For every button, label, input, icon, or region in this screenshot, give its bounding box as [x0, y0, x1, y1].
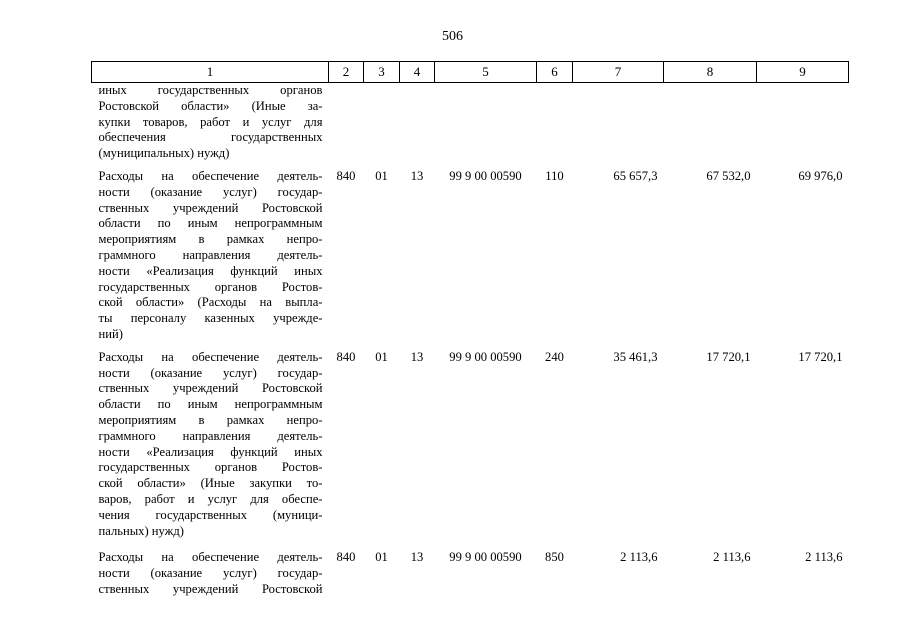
- desc-line: (муниципальных) нужд): [98, 146, 230, 161]
- cell-section: 01: [375, 550, 388, 565]
- desc-line: пальных) нужд): [98, 523, 184, 538]
- cell-target-article: 99 9 00 00590: [449, 550, 522, 565]
- desc-line: ности (оказание услуг) государ-: [98, 365, 323, 380]
- desc-line: купки товаров, работ и услуг для: [98, 114, 323, 129]
- cell-subsection: 13: [410, 349, 424, 364]
- header-row: [92, 62, 849, 83]
- cell-amount-year2: 2 113,6: [713, 550, 751, 565]
- table-row: [92, 539, 849, 597]
- header-col-3: 3: [364, 62, 400, 83]
- cell-subsection: 13: [410, 550, 424, 565]
- desc-line: ности (оказание услуг) государ-: [98, 566, 323, 581]
- desc-line: ности «Реализация функций иных: [98, 444, 323, 459]
- cell-amount-year3: 2 113,6: [805, 550, 843, 565]
- desc-line: ской области» (Расходы на выпла-: [98, 295, 323, 310]
- budget-table: [91, 61, 849, 598]
- desc-line: мероприятиям в рамках непро-: [98, 232, 323, 247]
- desc-line: ственных учреждений Ростовской: [98, 381, 323, 396]
- header-col-1: 1: [92, 62, 329, 83]
- cell-amount-year1: 65 657,3: [613, 168, 658, 183]
- cell-expense-type: [537, 83, 573, 162]
- cell-ministry-code: [329, 83, 364, 162]
- cell-subsection: 13: [410, 168, 424, 183]
- desc-line: чения государственных (муници-: [98, 507, 323, 522]
- desc-line: области по иным непрограммным: [98, 397, 323, 412]
- row-description: [92, 539, 329, 597]
- table-row: [92, 343, 849, 540]
- cell-expense-type: 240: [545, 349, 564, 364]
- desc-line: граммного направления деятель-: [98, 247, 323, 262]
- cell-section: [364, 83, 400, 162]
- desc-line: мероприятиям в рамках непро-: [98, 412, 323, 427]
- cell-amount-year2: 67 532,0: [706, 168, 751, 183]
- cell-section: 01: [375, 168, 388, 183]
- desc-line: ственных учреждений Ростовской: [98, 200, 323, 215]
- desc-line: ственных учреждений Ростовской: [98, 581, 323, 596]
- cell-expense-type: 110: [545, 168, 564, 183]
- cell-amount-year3: 69 976,0: [798, 168, 843, 183]
- desc-line: ности (оказание услуг) государ-: [98, 184, 323, 199]
- header-col-2: 2: [329, 62, 364, 83]
- desc-line: иных государственных органов: [98, 83, 323, 97]
- cell-amount-year1: [573, 83, 664, 162]
- desc-line: ской области» (Иные закупки то-: [98, 476, 323, 491]
- cell-subsection: [400, 83, 435, 162]
- cell-ministry-code: 840: [336, 349, 356, 364]
- cell-amount-year1: 2 113,6: [620, 550, 658, 565]
- desc-line: Расходы на обеспечение деятель-: [98, 168, 323, 183]
- cell-expense-type: 850: [545, 550, 564, 565]
- page-number: 506: [442, 29, 463, 44]
- cell-target-article: [435, 83, 537, 162]
- cell-amount-year2: 17 720,1: [706, 349, 751, 364]
- cell-section: 01: [375, 349, 388, 364]
- cell-ministry-code: 840: [336, 168, 356, 183]
- cell-amount-year3: 17 720,1: [798, 349, 843, 364]
- desc-line: ности «Реализация функций иных: [98, 263, 323, 278]
- cell-target-article: 99 9 00 00590: [449, 168, 522, 183]
- desc-line: Расходы на обеспечение деятель-: [98, 349, 323, 364]
- row-description: [92, 162, 329, 343]
- desc-line: Ростовской области» (Иные за-: [98, 98, 323, 113]
- header-col-8: 8: [664, 62, 757, 83]
- desc-line: области по иным непрограммным: [98, 216, 323, 231]
- desc-line: ты персоналу казенных учрежде-: [98, 311, 323, 326]
- cell-amount-year1: 35 461,3: [613, 349, 658, 364]
- row-description: [92, 343, 329, 540]
- header-col-7: 7: [573, 62, 664, 83]
- table-row: [92, 83, 849, 162]
- desc-line: государственных органов Ростов-: [98, 279, 323, 294]
- cell-amount-year3: [757, 83, 849, 162]
- header-col-4: 4: [400, 62, 435, 83]
- header-col-9: 9: [757, 62, 849, 83]
- header-col-6: 6: [537, 62, 573, 83]
- desc-line: варов, работ и услуг для обеспе-: [98, 491, 323, 506]
- row-description: [92, 83, 329, 162]
- header-col-5: 5: [435, 62, 537, 83]
- desc-line: ний): [98, 326, 123, 341]
- desc-line: государственных органов Ростов-: [98, 460, 323, 475]
- cell-amount-year2: [664, 83, 757, 162]
- table-row: [92, 162, 849, 343]
- desc-line: Расходы на обеспечение деятель-: [98, 550, 323, 565]
- cell-ministry-code: 840: [336, 550, 356, 565]
- cell-target-article: 99 9 00 00590: [449, 349, 522, 364]
- desc-line: граммного направления деятель-: [98, 428, 323, 443]
- desc-line: обеспечения государственных: [98, 130, 323, 145]
